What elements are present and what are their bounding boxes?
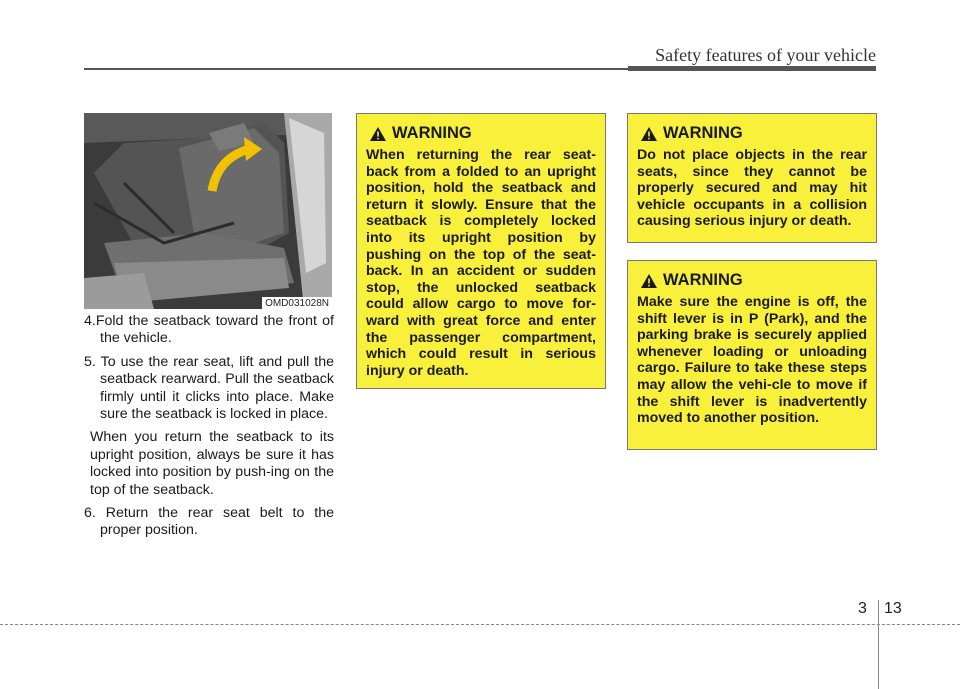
warning-header [637, 124, 867, 143]
warning-triangle-icon [641, 127, 657, 141]
warning-triangle-icon [370, 127, 386, 141]
warning-title: WARNING [663, 124, 743, 142]
seat-photo [84, 113, 332, 309]
step-4: 4.Fold the seatback toward the front of the vehicle. [84, 313, 334, 347]
instructions [84, 313, 334, 546]
footer-rule [0, 624, 960, 625]
warning-header [637, 271, 867, 290]
chapter-number: 3 [858, 600, 867, 617]
figure-code: OMD031028N [262, 297, 332, 309]
warning-text: Make sure the engine is off, the shift lever is in P (Park), and the parking brake is securely applied whenever loading or unloading cargo. Failure to take these steps may allow the vehi-cle to move if the shift lever is inadvertently moved to another position. [637, 294, 867, 427]
page-number: 13 [884, 600, 902, 617]
warning-box-seatback [356, 113, 606, 389]
seat-illustration [84, 113, 332, 309]
step-5-note: When you return the seatback to its upright position, always be sure it has locked into position by push-ing on the top of the seatback. [90, 429, 334, 498]
warning-text: When returning the rear seat-back from a folded to an upright position, hold the seatback and return it slowly. Ensure that the seatback is completely locked into its upright position by pushing on the top of the seat-back. In an accident or sudden stop, the unlocked seatback could allow cargo to move for-ward with great force and enter the passenger compartment, which could result in serious injury or death. [366, 147, 596, 379]
warning-title: WARNING [663, 271, 743, 289]
header-rule-accent [628, 66, 876, 71]
warning-box-objects [627, 113, 877, 243]
footer-divider [878, 600, 879, 689]
warning-text: Do not place objects in the rear seats, since they cannot be properly secured and may hit vehicle occupants in a collision causing serious injury or death. [637, 147, 867, 230]
step-6: 6. Return the rear seat belt to the proper position. [84, 505, 334, 539]
warning-box-engine [627, 260, 877, 450]
step-5: 5. To use the rear seat, lift and pull the seatback rearward. Pull the seatback firmly until it clicks into place. Make sure the seatback is locked in place. [84, 353, 334, 423]
header-title: Safety features of your vehicle [655, 45, 876, 65]
warning-header [366, 124, 596, 143]
warning-title: WARNING [392, 124, 472, 142]
warning-triangle-icon [641, 274, 657, 288]
